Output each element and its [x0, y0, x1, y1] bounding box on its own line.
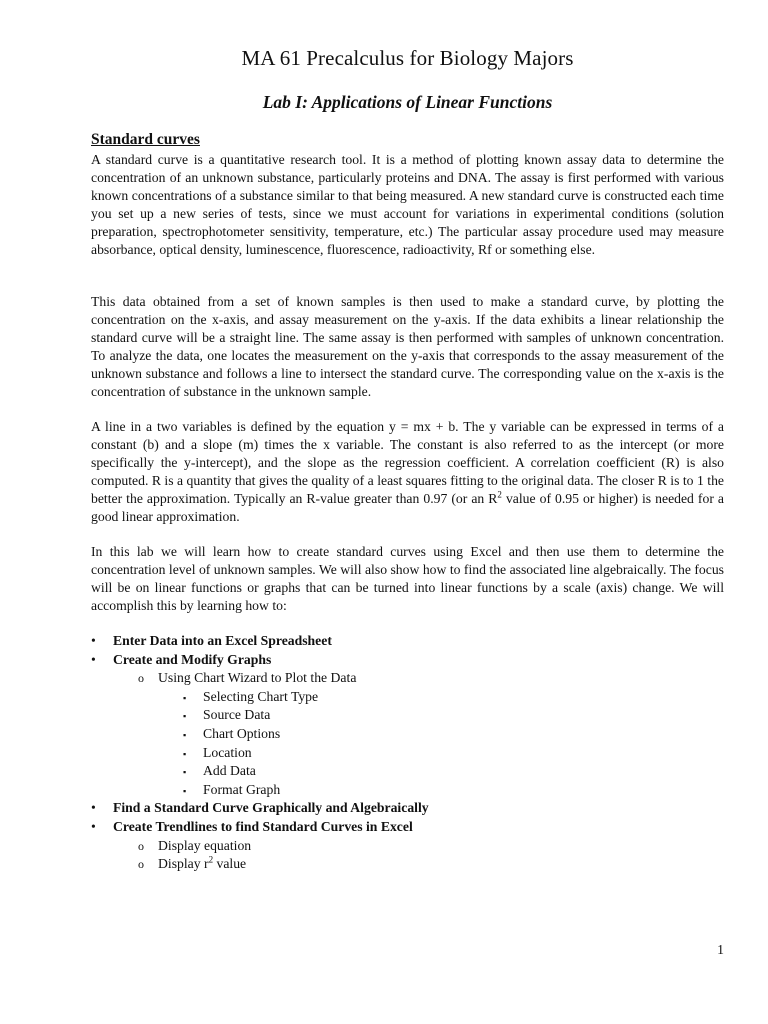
list-item-text: Create Trendlines to find Standard Curves in Excel [113, 818, 413, 834]
list-item-text: Location [203, 744, 252, 760]
list-item-text: Enter Data into an Excel Spreadsheet [113, 633, 332, 648]
list-item-text-part: value [213, 856, 247, 872]
list-item-text-part: Display r [158, 856, 209, 872]
list-item [91, 632, 724, 651]
superscript-two: 2 [497, 489, 502, 500]
page-number: 1 [717, 942, 724, 957]
bullet-icon: • [91, 800, 96, 816]
list-item [91, 837, 724, 856]
square-bullet-icon: ▪ [183, 692, 187, 703]
square-bullet-icon: ▪ [183, 767, 187, 778]
bullet-icon: • [91, 651, 96, 667]
list-item-text: Selecting Chart Type [203, 688, 319, 704]
bullet-icon: • [91, 818, 96, 834]
circle-bullet-icon: o [138, 838, 144, 853]
square-bullet-icon: ▪ [183, 729, 187, 740]
list-item-text: Format Graph [203, 781, 281, 797]
list-item [91, 688, 724, 707]
circle-bullet-icon: o [138, 857, 144, 872]
paragraph-text: value of 0.95 or higher) is needed for a good linear approximation. [91, 490, 724, 524]
paragraph-standard-curve-definition: A standard curve is a quantitative research tool. It is a method of plotting known assay data to determine the concentration of an unknown substance, particularly proteins and DNA. The assay is first performed with various known concentrations of a substance similar to that being measured. A new standard curve is constructed each time you set up a new series of tests, since we must account for variations in experimental conditions (solution preparation, spectrophotometer sensitivity, temperature, etc.) The particular assay procedure used may measure absorbance, optical density, luminescence, fluorescence, radioactivity, Rf or something else. [91, 152, 724, 257]
square-bullet-icon: ▪ [183, 748, 187, 759]
list-item-text: Create and Modify Graphs [113, 651, 272, 667]
list-item-text: Display equation [158, 837, 252, 853]
list-item-text [158, 855, 246, 874]
list-item [91, 706, 724, 725]
list-item [91, 651, 724, 670]
document-page [91, 0, 724, 1024]
list-item [91, 744, 724, 763]
list-item-text: Using Chart Wizard to Plot the Data [158, 670, 357, 686]
objectives-list [91, 632, 724, 874]
list-item [91, 781, 724, 800]
section-heading-standard-curves: Standard curves [91, 131, 200, 148]
list-item-text: Chart Options [203, 725, 281, 741]
list-item [91, 818, 724, 837]
list-item [91, 762, 724, 781]
list-item [91, 725, 724, 744]
list-item-text: Add Data [203, 763, 256, 779]
paragraph-text: A line in a two variables is defined by the equation y = mx + b. The y variable can be expressed in terms of a constant (b) and a slope (m) times the x variable. The constant is also referred to as the intercept (or more specifically the y-intercept), and the slope as the regression coefficient. A correlation coefficient (R) is also computed. R is a quantity that gives the quality of a least squares fitting to the original data. The closer R is to 1 the better the approximation. Typically an R-value greater than 0.97 (or an R [91, 419, 724, 506]
superscript-two: 2 [208, 854, 214, 865]
list-item [91, 669, 724, 688]
list-item-text: Source Data [203, 707, 271, 723]
document-title: MA 61 Precalculus for Biology Majors [241, 46, 574, 70]
square-bullet-icon: ▪ [183, 711, 187, 722]
list-item-text: Find a Standard Curve Graphically and Algebraically [113, 800, 429, 816]
paragraph-known-samples: This data obtained from a set of known samples is then used to make a standard curve, by plotting the concentration on the x-axis, and assay measurement on the y-axis. If the data exhibits a linear relationship the standard curve will be a straight line. The same assay is then performed with samples of unknown concentration. To analyze the data, one locates the measurement on the y-axis that corresponds to the assay measurement of the unknown substance and follows a line to intersect the standard curve. The corresponding value on the x-axis is the concentration of substance in the unknown sample. [91, 294, 724, 399]
bullet-icon: • [91, 633, 96, 648]
list-item [91, 855, 724, 874]
paragraph-lab-overview: In this lab we will learn how to create standard curves using Excel and then use them to determine the concentration level of unknown samples. We will also show how to find the associated line algebraically. The focus will be on linear functions or graphs that can be turned into linear functions by a scale (axis) change. We will accomplish this by learning how to: [91, 544, 724, 613]
circle-bullet-icon: o [138, 671, 144, 686]
paragraph-linear-equation [91, 418, 724, 525]
list-item [91, 799, 724, 818]
square-bullet-icon: ▪ [183, 785, 187, 796]
lab-subtitle: Lab I: Applications of Linear Functions [262, 92, 553, 112]
